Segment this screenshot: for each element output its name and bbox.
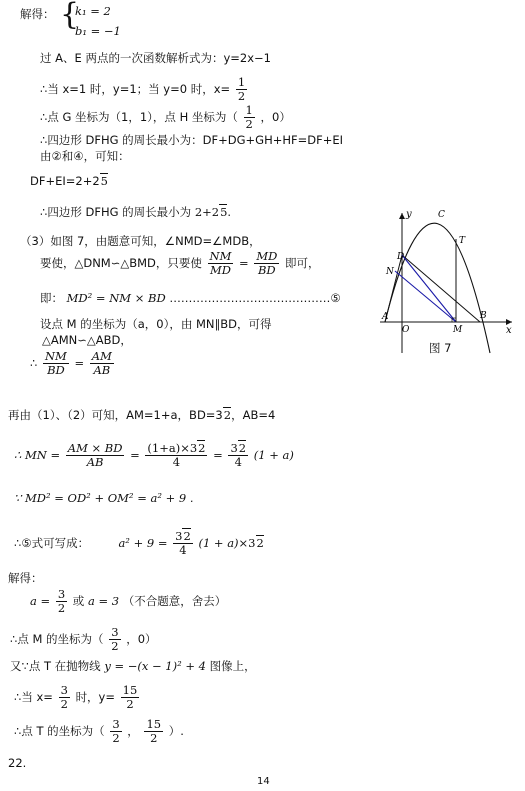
fraction-3-2: $\frac{3}{2}$ [112,717,120,746]
fraction-3root2-4: $\frac{32}{4}$ [175,529,191,558]
similar-text-end: 即可， [284,256,320,271]
line-part3: （3）如图 7，由题意可知，∠NMD=∠MDB， [20,234,261,248]
fraction-3-2: $\frac{3}{2}$ [111,625,119,654]
label-t: T [459,236,466,246]
label-x: x [506,325,512,336]
comma: ， [127,724,139,739]
g-h-text: ∴点 G 坐标为（1，1），点 H 坐标为（ [40,110,238,125]
eq-b1: b₁ = −1 [75,24,121,38]
solve-label: 解得： [20,7,55,21]
equals: = [130,448,140,463]
eq5-formula: MD² = NM × BD [66,291,166,305]
mn-eq: ∴ MN = [14,448,61,463]
line-function: 过 A、E 两点的一次函数解析式为：y=2x−1 [40,51,271,65]
figure-7-graph [380,205,515,355]
label-a: A [382,312,389,322]
system-brace: { [60,0,80,32]
line-t-coords [14,718,184,745]
fraction-15-2: $\frac{15}{2}$ [122,683,138,712]
one-plus-a: (1 + a) [253,448,294,463]
line-mn [14,442,294,469]
fraction-am-ab: $\frac{AM}{AB}$ [91,349,112,378]
segment-dm [402,255,456,322]
line-ratio [30,350,116,377]
perimeter-min-text: ∴四边形 DFHG 的周长最小为 [40,205,192,219]
fraction-3root2-4: $\frac{32}{4}$ [230,441,247,470]
line-perimeter-min [40,206,231,220]
label-d: D [397,252,405,262]
eq5-rewrite-text: ∴⑤式可写成： [14,536,90,551]
sqrt-2: 2 [256,536,264,551]
label-c: C [438,210,445,220]
fraction-nm-bd: $\frac{NM}{BD}$ [44,349,67,378]
one-plus-a: (1 + a) [198,536,239,551]
line-know: 由②和④，可知： [40,149,130,163]
eq5-dots: ……………………………………⑤ [169,291,341,305]
fraction-15-2: $\frac{15}{2}$ [146,717,162,746]
fraction-nm-md: $\frac{NM}{MD}$ [209,249,232,278]
segment-db [402,255,480,322]
m-coords-end: ，0） [126,632,157,647]
reject-note: （不合题意，舍去） [122,594,227,609]
t-parabola-end: 图像上， [209,659,256,673]
line-m-coords [10,626,157,653]
a-eq: a = [30,594,51,609]
line-when-x [14,684,141,711]
equals: = [239,256,249,271]
g-h-text-end: ，0） [260,110,291,125]
sqrt-5: 5 [220,205,228,219]
fraction-am-bd-ab: $\frac{AM \times BD}{AB}$ [67,441,123,470]
df-ei-text: DF+EI=2+2 [30,174,100,188]
sqrt-2: 2 [223,408,232,422]
line-x-value [40,76,249,103]
fraction-3-2: $\frac{3}{2}$ [60,683,68,712]
label-n: N [386,267,394,277]
line-md2: ∵ MD² = OD² + OM² = a² + 9 . [14,491,194,505]
times-3: ×3 [238,536,256,551]
am-bd-text-end: ，AB=4 [231,408,276,422]
label-y: y [406,209,412,220]
fraction-md-bd: $\frac{MD}{BD}$ [256,249,278,278]
parabola-eq: y = −(x − 1)² + 4 [104,659,206,673]
therefore: ∴ [30,356,38,371]
sqrt-5: 5 [100,174,108,188]
when-x-text: ∴当 x= [14,690,53,705]
line-a-values [30,588,226,615]
label-o: O [402,325,410,335]
when-y-text: 时，y= [75,690,116,705]
line-solve: 解得： [8,571,43,585]
line-set-m: 设点 M 的坐标为（a，0），由 MN∥BD，可得 [40,317,272,331]
line-t-parabola [10,660,256,674]
fraction-half: $\frac{1}{2}$ [237,75,246,104]
line-g-h-coords [40,104,291,131]
t-coords-text: ∴点 T 的坐标为（ [14,724,105,739]
line-perimeter: ∴四边形 DFHG 的周长最小为：DF+DG+GH+HF=DF+EI [40,133,344,147]
fraction-expr: $\frac{(1+a)\times 32}{4}$ [147,441,206,470]
line-am-bd-ab [8,409,275,423]
fraction-3-2: $\frac{3}{2}$ [57,587,66,616]
figure-caption: 图 7 [429,341,452,355]
line-df-ei [30,175,108,189]
line-eq5-rewrite [14,530,264,557]
fraction-half: $\frac{1}{2}$ [245,103,253,132]
line-similar [40,250,319,277]
equals: = [213,448,223,463]
am-bd-text: 再由（1）、（2）可知，AM=1+a，BD=3 [8,408,223,422]
similar-text: 要使，△DNM∽△BMD，只要使 [40,256,202,271]
question-22: 22. [8,756,27,770]
line-amn-abd: △AMN∽△ABD， [42,333,132,347]
period: . [227,205,232,219]
or: 或 [72,594,85,609]
y-axis-arrow [399,213,405,219]
line-x-text: ∴当 x=1 时，y=1；当 y=0 时，x= [40,82,231,97]
segment-nm [395,271,456,322]
parabola [385,223,490,353]
eq5-prefix: 即： [40,291,63,305]
equals: = [74,356,85,371]
perimeter-min-value: 2+2 [194,205,220,219]
a-eq-3: a = 3 [87,594,120,609]
a2p9: a² + 9 = [118,536,168,551]
t-coords-end: ）. [168,724,184,739]
page-number: 14 [257,776,270,787]
label-b: B [480,311,487,321]
line-eq5 [40,292,341,306]
m-coords-text: ∴点 M 的坐标为（ [10,632,104,647]
eq-k1: k₁ = 2 [75,4,111,18]
t-parabola-text: 又∵点 T 在抛物线 [10,659,101,673]
label-m: M [453,325,463,335]
